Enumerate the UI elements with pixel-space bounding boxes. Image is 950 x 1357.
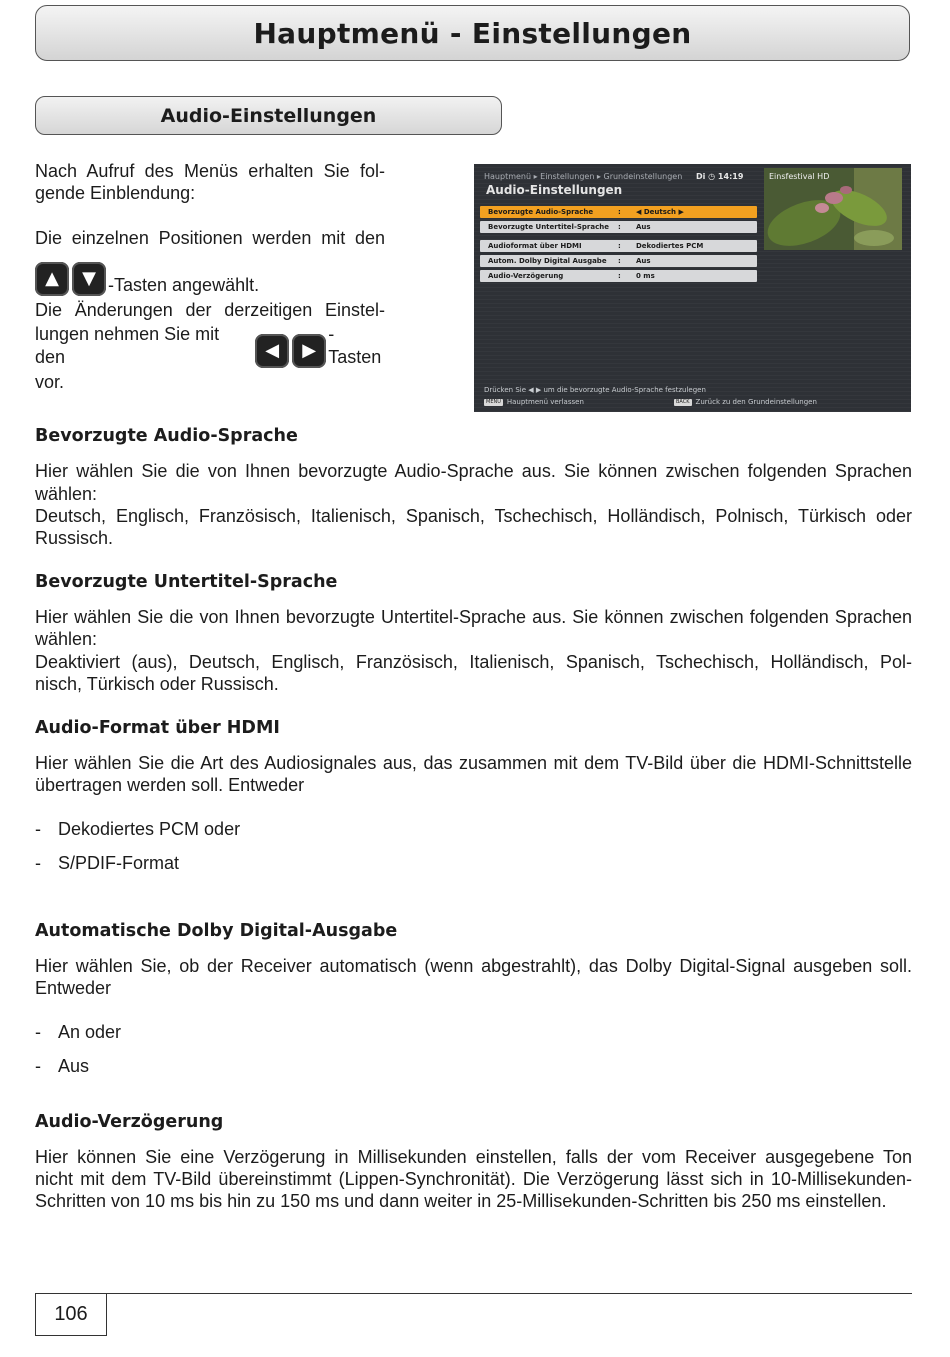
list-dash: - [35,1022,41,1042]
intro-line-5: Die Änderungen der derzeitigen Einstel- [35,300,385,320]
section-heading: Audio-Verzögerung [35,1112,224,1132]
list-dash: - [35,1056,41,1076]
paragraph-line: wählen: [35,484,98,504]
list-dash: - [35,819,41,839]
down-arrow-key-icon: ▼ [72,262,106,296]
tv-hint-menu: MENU Hauptmenü verlassen [486,398,584,406]
intro-line-2: gende Einblendung: [35,183,196,203]
page-title-bar [35,5,910,61]
right-arrow-key-icon: ▶ [292,334,326,368]
intro-line-updown [35,260,385,296]
tv-clock: Di ◷ 14:19 [696,172,744,181]
updown-keys [35,262,106,296]
left-arrow-key-icon: ◀ [255,334,289,368]
list-item: Aus [58,1056,90,1076]
tv-menu-row: Audio-Verzögerung : 0 ms [480,270,757,282]
leftright-keys [255,334,326,368]
page-number: 106 [54,1303,88,1325]
section-heading: Audio-Format über HDMI [35,718,280,738]
list-item: S/PDIF-Format [58,853,180,873]
updown-keys-text: -Tasten angewählt. [108,274,260,295]
section-heading: Bevorzugte Audio-Sprache [35,426,298,446]
paragraph-line: Deaktiviert (aus), Deutsch, Englisch, Französisch, Italienisch, Spanisch, Tschechisch, Holländisch, Pol- [35,652,912,672]
list-item: Dekodiertes PCM oder [58,819,241,839]
list-dash: - [35,853,41,873]
tv-menu-screenshot [474,164,911,412]
tv-menu-row: Bevorzugte Untertitel-Sprache : Aus [480,221,757,233]
paragraph-line: nisch, Türkisch oder Russisch. [35,674,279,694]
back-button-icon: BACK [676,398,690,405]
intro-line-3: Die einzelnen Positionen werden mit den [35,228,385,248]
intro-line-leftright [35,324,387,368]
section-title: Audio-Einstellungen [160,104,377,127]
up-arrow-key-icon: ▲ [35,262,69,296]
page-title: Hauptmenü - Einstellungen [253,16,692,50]
footer-divider [35,1293,912,1294]
section-title-bar [35,96,502,135]
paragraph-line: Deutsch, Englisch, Französisch, Italienisch, Spanisch, Tschechisch, Holländisch, Polnisch, Türkisch oder [35,506,912,526]
paragraph-line: Hier wählen Sie, ob der Receiver automatisch (wenn abgestrahlt), das Dolby Digital-Signal ausgeben soll. [35,956,912,976]
tv-menu-row: Audioformat über HDMI : Dekodiertes PCM [480,240,757,252]
paragraph-line: übertragen werden soll. Entweder [35,775,305,795]
tv-live-preview [764,168,902,250]
leftright-suffix-text: -Tasten [328,324,382,367]
section-heading: Automatische Dolby Digital-Ausgabe [35,921,398,941]
paragraph-line: Entweder [35,978,112,998]
paragraph-line: Russisch. [35,528,114,548]
tv-menu-title: Audio-Einstellungen [486,183,623,197]
paragraph-line: Hier wählen Sie die von Ihnen bevorzugte Audio-Sprache aus. Sie können zwischen folgenden Sprachen [35,461,912,481]
tv-hint-line: Drücken Sie ◀ ▶ um die bevorzugte Audio-Sprache festzulegen [484,386,706,394]
section-heading: Bevorzugte Untertitel-Sprache [35,572,338,592]
tv-menu-row: Bevorzugte Audio-Sprache : ◀ Deutsch ▶ [480,206,757,218]
menu-button-icon: MENU [486,398,501,405]
list-item: An oder [58,1022,122,1042]
page-number-box [35,1293,107,1336]
paragraph-line: Hier wählen Sie die Art des Audiosignales aus, das zusammen mit dem TV-Bild über die HDMI-Schnittstelle [35,753,912,773]
paragraph-line: wählen: [35,629,98,649]
paragraph-line: Hier wählen Sie die von Ihnen bevorzugte Untertitel-Sprache aus. Sie können zwischen folgenden Sprachen [35,607,912,627]
leftright-prefix-text: lungen nehmen Sie mit den [35,324,220,367]
paragraph-line: nicht mit dem TV-Bild übereinstimmt (Lippen-Synchronität). Die Verzögerung lässt sich in 10-Millisekunden- [35,1169,912,1189]
tv-menu-row: Autom. Dolby Digital Ausgabe : Aus [480,255,757,267]
intro-line-1: Nach Aufruf des Menüs erhalten Sie fol- [35,161,385,181]
tv-breadcrumb: Hauptmenü ▸ Einstellungen ▸ Grundeinstellungen [484,172,683,181]
intro-line-7: vor. [35,372,65,392]
tv-channel-name: Einsfestival HD [769,172,830,181]
paragraph-line: Schritten von 10 ms bis hin zu 150 ms und dann weiter in 25-Millisekunden-Schritten bis 250 ms einstellen. [35,1191,887,1211]
paragraph-line: Hier können Sie eine Verzögerung in Millisekunden einstellen, falls der vom Receiver ausgegebene Ton [35,1147,912,1167]
tv-hint-back: BACK Zurück zu den Grundeinstellungen [676,398,817,406]
